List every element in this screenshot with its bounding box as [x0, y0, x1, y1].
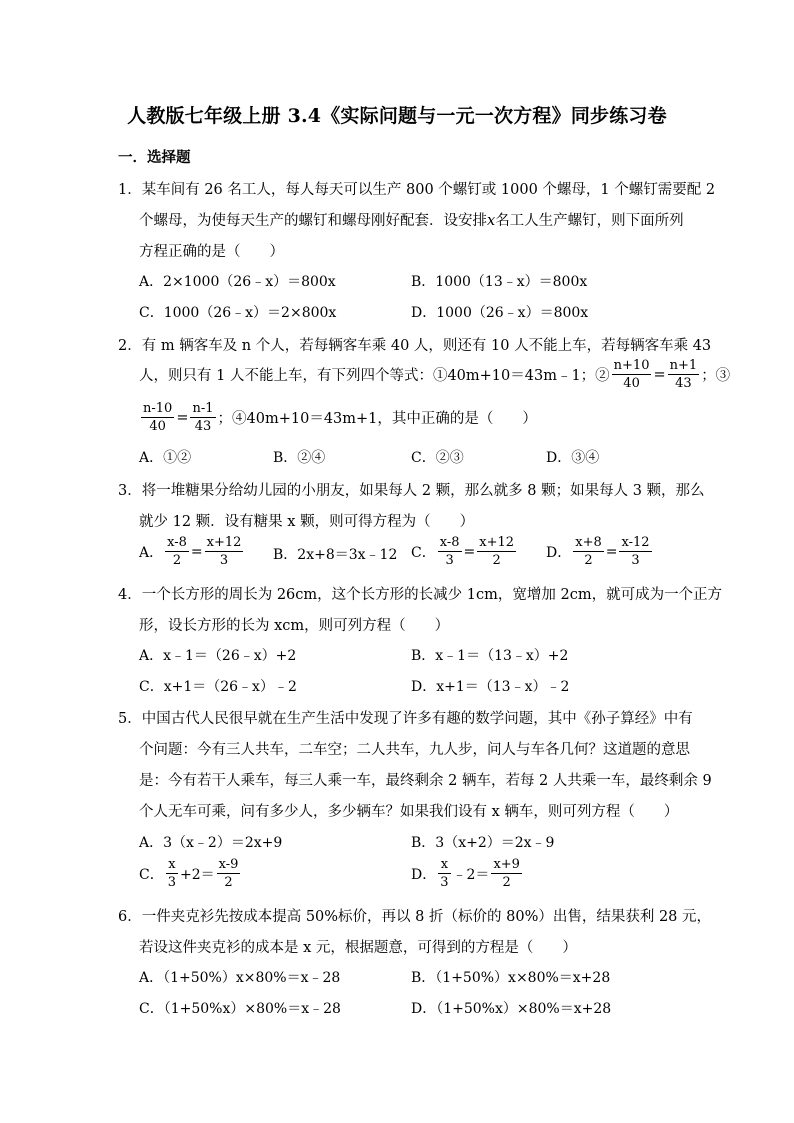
q3-option-c: C． $\frac{x-8}{3}$ = $\frac{x+12}{2}$: [411, 535, 515, 568]
q5-line-1: 5．中国古代人民很早就在生产生活中发现了许多有趣的数学问题，其中《孙子算经》中有: [118, 711, 693, 727]
section-heading: 一．选择题: [118, 149, 191, 166]
q6-line-1: 6．一件夹克衫先按成本提高 50%标价，再以 8 折（标价的 80%）出售，结果获利 28 元，: [118, 909, 712, 925]
q5-option-d: D． $\frac{x}{3}$ ﹣2＝ $\frac{x+9}{2}$: [411, 857, 520, 890]
q3-line-1: 3．将一堆糖果分给幼儿园的小朋友，如果每人 2 颗，那么就多 8 颗；如果每人 3 颗，那么: [118, 483, 705, 499]
q2-fraction-1: $\frac{n+10}{40}$: [613, 358, 650, 391]
q4-option-b: B．x﹣1＝（13﹣x）+2: [411, 648, 569, 664]
q6-option-a: A．（1+50%）x×80%＝x﹣28: [139, 970, 341, 986]
q4-option-a: A．x﹣1＝（26﹣x）+2: [139, 648, 297, 664]
q1-line-1: 1．某车间有 26 名工人，每人每天可以生产 800 个螺钉或 1000 个螺母，1 个螺钉需要配 2: [118, 182, 716, 198]
q2-fraction-4: $\frac{n-1}{43}$: [192, 401, 214, 434]
q1-option-d: D．1000（26﹣x）＝800x: [411, 305, 589, 321]
q6-option-b: B．（1+50%）x×80%＝x+28: [411, 970, 611, 986]
q2-option-a: A．①②: [139, 450, 192, 466]
q1-line-2: 个螺母，为使每天生产的螺钉和螺母刚好配套．设安排x名工人生产螺钉，则下面所列: [139, 213, 684, 229]
q2-option-d: D．③④: [546, 450, 600, 466]
q2-option-c: C．②③: [411, 450, 464, 466]
q1-option-a: A．2×1000（26﹣x）＝800x: [139, 274, 336, 290]
q5-line-2: 个问题：今有三人共车，二车空；二人共车，九人步，问人与车各几何？这道题的意思: [139, 742, 690, 758]
q2-line-1: 2．有 m 辆客车及 n 个人，若每辆客车乘 40 人，则还有 10 人不能上车，若每辆客车乘 43: [118, 338, 712, 354]
q4-line-1: 4．一个长方形的周长为 26cm，这个长方形的长减少 1cm，宽增加 2cm，就可成为一个正方: [118, 587, 723, 603]
q5-line-3: 是：今有若干人乘车，每三人乘一车，最终剩余 2 辆车，若每 2 人共乘一车，最终剩余 9: [139, 773, 712, 789]
q3-option-a: A． $\frac{x-8}{2}$ = $\frac{x+12}{3}$: [139, 535, 242, 568]
q4-option-d: D．x+1＝（13﹣x）﹣2: [411, 679, 570, 695]
q5-option-b: B．3（x+2）＝2x﹣9: [411, 835, 555, 851]
q6-line-2: 若设这件夹克衫的成本是 x 元，根据题意，可得到的方程是（ ）: [139, 940, 577, 956]
q1-line-3: 方程正确的是（ ）: [139, 244, 284, 260]
page-title: 人教版七年级上册 3.4《实际问题与一元一次方程》同步练习卷: [127, 105, 667, 127]
q1-option-b: B．1000（13﹣x）＝800x: [411, 274, 588, 290]
q4-line-2: 形，设长方形的长为 xcm，则可列方程（ ）: [139, 618, 450, 634]
q1-option-c: C．1000（26﹣x）＝2×800x: [139, 305, 337, 321]
q2-fraction-2: $\frac{n+1}{43}$: [669, 358, 698, 391]
q2-line-3: $\frac{n-10}{40}$ = $\frac{n-1}{43}$ ；④40m+10＝43m+1，其中正确的是（ ）: [143, 401, 537, 434]
q4-option-c: C．x+1＝（26﹣x）﹣2: [139, 679, 297, 695]
q2-line-2: 人，则只有 1 人不能上车，有下列四个等式：①40m+10＝43m﹣1；② $\frac{n+10}{40}$ = $\frac{n+1}{43}$ ；③: [139, 358, 731, 391]
q5-option-a: A．3（x﹣2）＝2x+9: [139, 835, 283, 851]
q2-option-b: B．②④: [273, 450, 326, 466]
q5-option-c: C． $\frac{x}{3}$ +2＝ $\frac{x-9}{2}$: [139, 857, 239, 890]
q3-line-2: 就少 12 颗．设有糖果 x 颗，则可得方程为（ ）: [139, 514, 475, 530]
q6-option-d: D．（1+50%x）×80%＝x+28: [411, 1001, 612, 1017]
q5-line-4: 个人无车可乘，问有多少人，多少辆车？如果我们设有 x 辆车，则可列方程（ ）: [139, 804, 679, 820]
q2-fraction-3: $\frac{n-10}{40}$: [143, 401, 173, 434]
q3-option-b: B．2x+8＝3x﹣12: [273, 547, 398, 563]
q6-option-c: C．（1+50%x）×80%＝x﹣28: [139, 1001, 341, 1017]
q3-option-d: D． $\frac{x+8}{2}$ = $\frac{x-12}{3}$: [546, 535, 650, 568]
